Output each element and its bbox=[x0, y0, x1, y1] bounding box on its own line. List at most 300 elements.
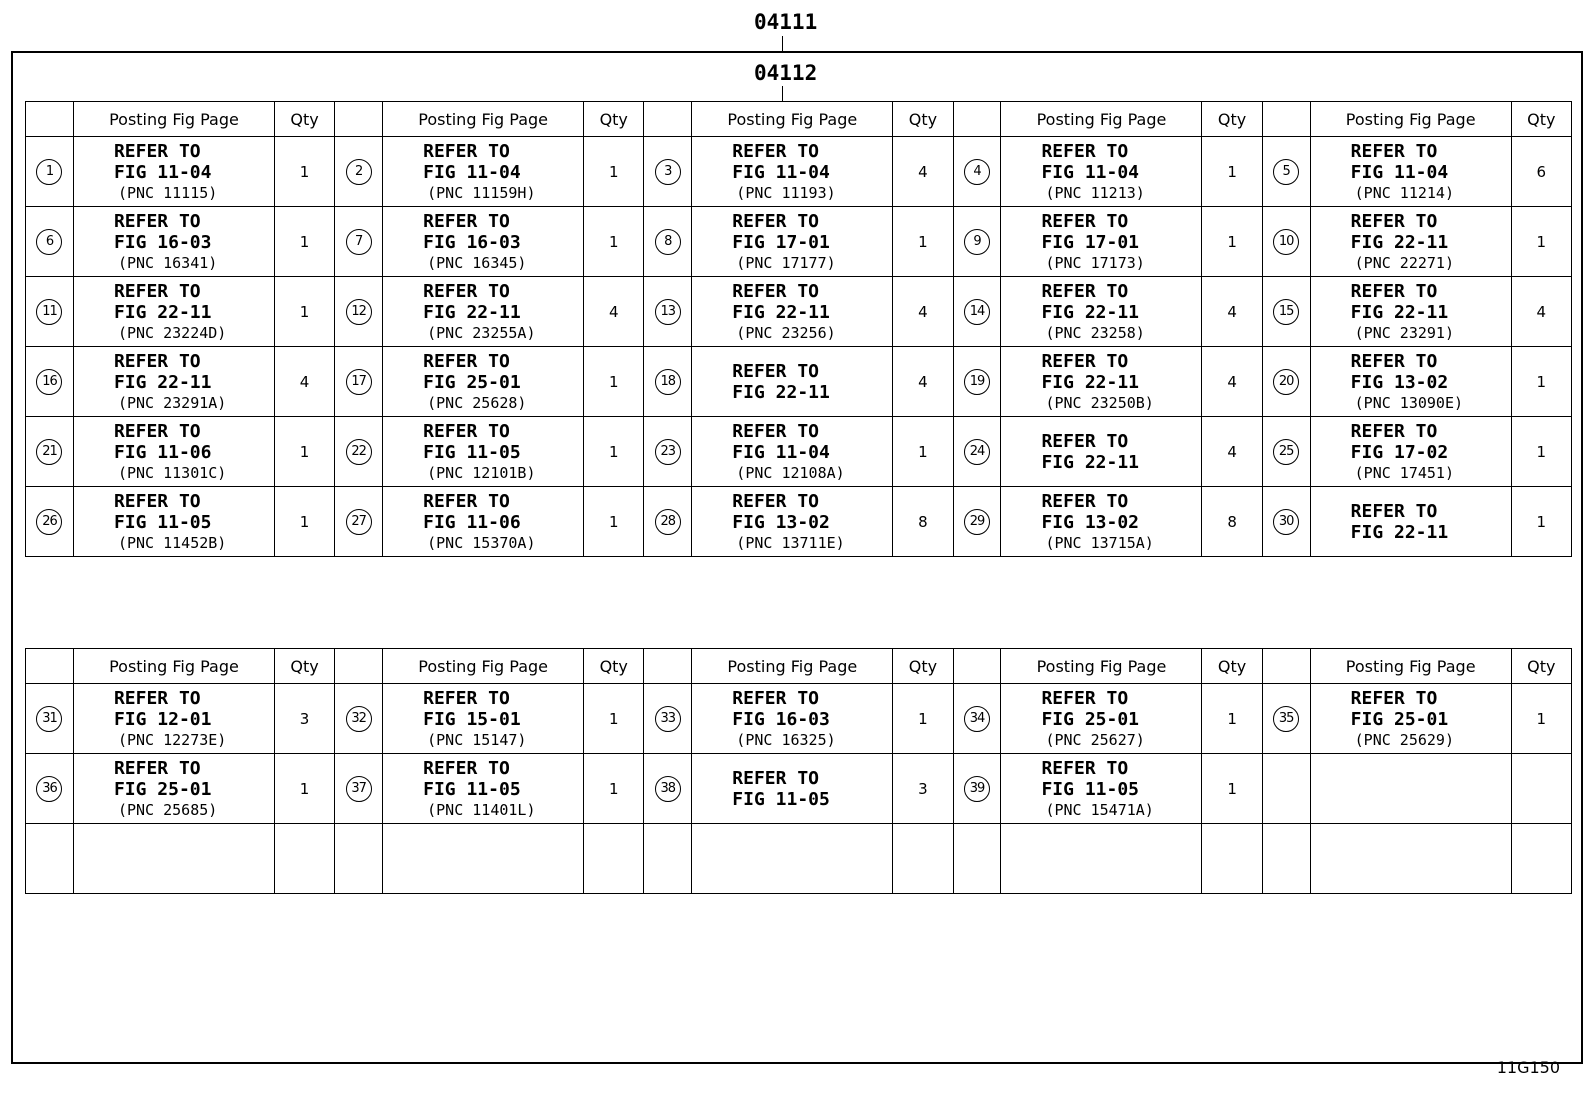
fig-reference: FIG 11-05 bbox=[423, 441, 521, 463]
fig-page-cell bbox=[692, 417, 893, 487]
table-row bbox=[26, 684, 1572, 754]
item-number-cell bbox=[644, 417, 692, 487]
item-number-badge: 28 bbox=[655, 509, 681, 535]
refer-to-label: REFER TO bbox=[1350, 687, 1438, 709]
pnc-reference: (PNC 13715A) bbox=[1045, 533, 1154, 552]
fig-page-cell bbox=[1001, 347, 1202, 417]
item-number-badge: 34 bbox=[964, 706, 990, 732]
item-number-badge: 26 bbox=[36, 509, 62, 535]
item-number-badge: 3 bbox=[655, 159, 681, 185]
refer-to-label: REFER TO bbox=[423, 140, 510, 162]
fig-page-cell bbox=[692, 684, 893, 754]
item-number-badge: 19 bbox=[964, 369, 990, 395]
refer-to-label: REFER TO bbox=[1350, 420, 1438, 442]
header-fig-page: Posting Fig Page bbox=[692, 102, 893, 137]
fig-reference: FIG 22-11 bbox=[1041, 371, 1140, 393]
pnc-reference: (PNC 12101B) bbox=[427, 463, 536, 482]
fig-page-cell bbox=[1001, 684, 1202, 754]
fig-page-cell bbox=[73, 487, 274, 557]
item-number-badge: 33 bbox=[655, 706, 681, 732]
header-number-cell bbox=[953, 102, 1001, 137]
refer-to-label: REFER TO bbox=[1041, 280, 1129, 302]
fig-page-cell bbox=[1310, 277, 1511, 347]
callout-inner: 04112 bbox=[754, 61, 818, 85]
qty-cell: 1 bbox=[274, 277, 334, 347]
fig-reference: FIG 11-04 bbox=[113, 161, 212, 183]
fig-reference: FIG 22-11 bbox=[732, 301, 830, 323]
item-number-cell bbox=[26, 487, 74, 557]
fig-page-cell bbox=[383, 684, 584, 754]
refer-to-label: REFER TO bbox=[732, 687, 819, 709]
refer-to-label: REFER TO bbox=[423, 687, 510, 709]
pnc-reference: (PNC 11193) bbox=[736, 183, 836, 202]
item-number-cell bbox=[644, 347, 692, 417]
qty-cell: 1 bbox=[584, 487, 644, 557]
item-number-badge: 37 bbox=[346, 776, 372, 802]
item-number-cell bbox=[26, 347, 74, 417]
fig-reference: FIG 22-11 bbox=[1041, 451, 1140, 473]
qty-cell: 3 bbox=[274, 684, 334, 754]
fig-reference: FIG 11-04 bbox=[1041, 161, 1140, 183]
qty-cell: 4 bbox=[893, 277, 953, 347]
pnc-reference: (PNC 11401L) bbox=[427, 800, 536, 819]
callout-outer: 04111 bbox=[754, 10, 818, 34]
pnc-reference: (PNC 22271) bbox=[1354, 253, 1454, 272]
qty-cell: 1 bbox=[274, 754, 334, 824]
fig-page-cell bbox=[692, 137, 893, 207]
refer-to-label: REFER TO bbox=[113, 140, 201, 162]
item-number-cell bbox=[953, 137, 1001, 207]
refer-to-label: REFER TO bbox=[1350, 140, 1438, 162]
refer-to-label: REFER TO bbox=[732, 767, 819, 789]
fig-page-cell bbox=[1001, 137, 1202, 207]
item-number-badge: 10 bbox=[1273, 229, 1299, 255]
fig-page-cell bbox=[1310, 684, 1511, 754]
header-qty: Qty bbox=[1202, 102, 1262, 137]
item-number-badge: 13 bbox=[655, 299, 681, 325]
item-number-badge: 23 bbox=[655, 439, 681, 465]
refer-to-label: REFER TO bbox=[423, 280, 510, 302]
pnc-reference: (PNC 11213) bbox=[1045, 183, 1145, 202]
pnc-reference: (PNC 23250B) bbox=[1045, 393, 1154, 412]
refer-to-label: REFER TO bbox=[1041, 757, 1129, 779]
fig-page-cell bbox=[73, 277, 274, 347]
item-number-cell bbox=[953, 824, 1001, 894]
qty-cell: 4 bbox=[893, 137, 953, 207]
item-number-cell bbox=[335, 684, 383, 754]
fig-reference: FIG 11-04 bbox=[423, 161, 521, 183]
header-qty: Qty bbox=[274, 649, 334, 684]
fig-page-cell bbox=[383, 347, 584, 417]
item-number-badge: 31 bbox=[36, 706, 62, 732]
callout-inner-leader bbox=[782, 86, 783, 101]
pnc-reference: (PNC 12108A) bbox=[736, 463, 845, 482]
header-number-cell bbox=[1262, 649, 1310, 684]
item-number-badge: 11 bbox=[36, 299, 62, 325]
item-number-cell bbox=[1262, 277, 1310, 347]
item-number-cell bbox=[1262, 487, 1310, 557]
pnc-reference: (PNC 11159H) bbox=[427, 183, 536, 202]
header-row bbox=[26, 649, 1572, 684]
fig-reference: FIG 17-01 bbox=[732, 231, 830, 253]
fig-reference: FIG 22-11 bbox=[423, 301, 521, 323]
fig-page-cell bbox=[1001, 487, 1202, 557]
header-fig-page: Posting Fig Page bbox=[383, 649, 584, 684]
item-number-cell bbox=[953, 487, 1001, 557]
fig-page-cell bbox=[692, 277, 893, 347]
pnc-reference: (PNC 23255A) bbox=[427, 323, 536, 342]
qty-cell: 1 bbox=[274, 137, 334, 207]
qty-cell: 4 bbox=[1202, 347, 1262, 417]
qty-cell: 1 bbox=[584, 347, 644, 417]
fig-reference: FIG 12-01 bbox=[113, 708, 212, 730]
fig-page-cell bbox=[1001, 417, 1202, 487]
qty-cell: 6 bbox=[1511, 137, 1571, 207]
refer-to-label: REFER TO bbox=[1041, 687, 1129, 709]
header-fig-page: Posting Fig Page bbox=[73, 649, 274, 684]
fig-reference: FIG 22-11 bbox=[1350, 231, 1449, 253]
item-number-cell bbox=[1262, 684, 1310, 754]
refer-to-label: REFER TO bbox=[423, 757, 510, 779]
item-number-cell bbox=[644, 277, 692, 347]
qty-cell: 1 bbox=[893, 417, 953, 487]
qty-cell: 4 bbox=[1202, 277, 1262, 347]
refer-to-label: REFER TO bbox=[423, 350, 510, 372]
fig-page-cell bbox=[383, 137, 584, 207]
item-number-badge: 7 bbox=[346, 229, 372, 255]
pnc-reference: (PNC 23291) bbox=[1354, 323, 1454, 342]
fig-reference: FIG 11-06 bbox=[113, 441, 212, 463]
fig-page-cell bbox=[383, 277, 584, 347]
qty-cell: 1 bbox=[1511, 684, 1571, 754]
qty-cell: 1 bbox=[584, 754, 644, 824]
item-number-badge: 6 bbox=[36, 229, 62, 255]
parts-table-2 bbox=[25, 648, 1572, 894]
refer-to-label: REFER TO bbox=[113, 420, 201, 442]
fig-reference: FIG 22-11 bbox=[1350, 301, 1449, 323]
qty-cell: 4 bbox=[1511, 277, 1571, 347]
fig-reference: FIG 17-02 bbox=[1350, 441, 1449, 463]
pnc-reference: (PNC 17173) bbox=[1045, 253, 1145, 272]
item-number-cell bbox=[1262, 754, 1310, 824]
item-number-badge: 2 bbox=[346, 159, 372, 185]
callout-outer-leader bbox=[782, 36, 783, 51]
item-number-badge: 38 bbox=[655, 776, 681, 802]
fig-page-cell bbox=[1310, 137, 1511, 207]
item-number-cell bbox=[1262, 824, 1310, 894]
fig-page-cell bbox=[383, 417, 584, 487]
parts-table-1 bbox=[25, 101, 1572, 557]
fig-page-cell bbox=[1001, 754, 1202, 824]
fig-page-cell bbox=[73, 754, 274, 824]
header-number-cell bbox=[644, 649, 692, 684]
fig-page-cell bbox=[692, 824, 893, 894]
fig-page-cell bbox=[73, 417, 274, 487]
qty-cell: 1 bbox=[1511, 207, 1571, 277]
pnc-reference: (PNC 25628) bbox=[427, 393, 527, 412]
item-number-cell bbox=[644, 487, 692, 557]
refer-to-label: REFER TO bbox=[1041, 350, 1129, 372]
item-number-badge: 25 bbox=[1273, 439, 1299, 465]
header-number-cell bbox=[335, 102, 383, 137]
fig-page-cell bbox=[73, 684, 274, 754]
fig-reference: FIG 11-04 bbox=[732, 161, 830, 183]
fig-page-cell bbox=[692, 207, 893, 277]
header-number-cell bbox=[335, 649, 383, 684]
fig-reference: FIG 16-03 bbox=[113, 231, 212, 253]
item-number-badge: 20 bbox=[1273, 369, 1299, 395]
refer-to-label: REFER TO bbox=[113, 490, 201, 512]
pnc-reference: (PNC 11301C) bbox=[117, 463, 227, 482]
refer-to-label: REFER TO bbox=[423, 490, 510, 512]
item-number-cell bbox=[1262, 347, 1310, 417]
item-number-cell bbox=[1262, 137, 1310, 207]
qty-cell bbox=[893, 824, 953, 894]
qty-cell bbox=[1202, 824, 1262, 894]
header-number-cell bbox=[644, 102, 692, 137]
qty-cell: 1 bbox=[584, 207, 644, 277]
fig-page-cell bbox=[1310, 417, 1511, 487]
qty-cell: 4 bbox=[584, 277, 644, 347]
header-qty: Qty bbox=[274, 102, 334, 137]
item-number-cell bbox=[644, 137, 692, 207]
fig-reference: FIG 22-11 bbox=[113, 301, 212, 323]
item-number-cell bbox=[953, 684, 1001, 754]
item-number-badge: 16 bbox=[36, 369, 62, 395]
item-number-cell bbox=[26, 137, 74, 207]
fig-page-cell bbox=[383, 754, 584, 824]
fig-reference: FIG 17-01 bbox=[1041, 231, 1140, 253]
header-fig-page: Posting Fig Page bbox=[73, 102, 274, 137]
pnc-reference: (PNC 16345) bbox=[427, 253, 527, 272]
fig-page-cell bbox=[1310, 207, 1511, 277]
header-qty: Qty bbox=[1511, 102, 1571, 137]
fig-reference: FIG 11-05 bbox=[113, 511, 212, 533]
qty-cell: 1 bbox=[1202, 684, 1262, 754]
qty-cell: 1 bbox=[584, 137, 644, 207]
fig-page-cell bbox=[73, 824, 274, 894]
header-fig-page: Posting Fig Page bbox=[692, 649, 893, 684]
refer-to-label: REFER TO bbox=[113, 757, 201, 779]
fig-page-cell bbox=[73, 207, 274, 277]
fig-reference: FIG 13-02 bbox=[1350, 371, 1449, 393]
item-number-badge: 5 bbox=[1273, 159, 1299, 185]
pnc-reference: (PNC 13711E) bbox=[736, 533, 845, 552]
qty-cell bbox=[1511, 754, 1571, 824]
fig-reference: FIG 22-11 bbox=[1041, 301, 1140, 323]
header-qty: Qty bbox=[893, 649, 953, 684]
refer-to-label: REFER TO bbox=[113, 280, 201, 302]
fig-reference: FIG 11-05 bbox=[423, 778, 521, 800]
refer-to-label: REFER TO bbox=[1350, 500, 1438, 522]
item-number-badge: 4 bbox=[964, 159, 990, 185]
pnc-reference: (PNC 25627) bbox=[1045, 730, 1145, 749]
header-qty: Qty bbox=[584, 649, 644, 684]
item-number-badge: 24 bbox=[964, 439, 990, 465]
refer-to-label: REFER TO bbox=[732, 210, 819, 232]
item-number-badge: 35 bbox=[1273, 706, 1299, 732]
pnc-reference: (PNC 23256) bbox=[736, 323, 836, 342]
header-fig-page: Posting Fig Page bbox=[1001, 649, 1202, 684]
fig-reference: FIG 22-11 bbox=[113, 371, 212, 393]
qty-cell bbox=[274, 824, 334, 894]
item-number-cell bbox=[335, 277, 383, 347]
header-fig-page: Posting Fig Page bbox=[1310, 649, 1511, 684]
item-number-cell bbox=[26, 754, 74, 824]
qty-cell: 8 bbox=[893, 487, 953, 557]
fig-page-cell bbox=[1310, 824, 1511, 894]
refer-to-label: REFER TO bbox=[1041, 210, 1129, 232]
header-number-cell bbox=[953, 649, 1001, 684]
fig-page-cell bbox=[73, 347, 274, 417]
qty-cell: 1 bbox=[584, 417, 644, 487]
header-fig-page: Posting Fig Page bbox=[1310, 102, 1511, 137]
item-number-cell bbox=[644, 684, 692, 754]
refer-to-label: REFER TO bbox=[113, 210, 201, 232]
item-number-cell bbox=[335, 207, 383, 277]
item-number-cell bbox=[644, 824, 692, 894]
fig-page-cell bbox=[383, 487, 584, 557]
fig-reference: FIG 11-06 bbox=[423, 511, 521, 533]
qty-cell: 1 bbox=[584, 684, 644, 754]
qty-cell: 1 bbox=[893, 207, 953, 277]
qty-cell: 1 bbox=[1511, 487, 1571, 557]
item-number-badge: 15 bbox=[1273, 299, 1299, 325]
item-number-cell bbox=[26, 824, 74, 894]
item-number-cell bbox=[26, 684, 74, 754]
pnc-reference: (PNC 13090E) bbox=[1354, 393, 1464, 412]
item-number-cell bbox=[953, 347, 1001, 417]
table-row bbox=[26, 417, 1572, 487]
header-fig-page: Posting Fig Page bbox=[1001, 102, 1202, 137]
figure-code: 11G150 bbox=[1496, 1058, 1560, 1077]
fig-page-cell bbox=[383, 824, 584, 894]
fig-page-cell bbox=[1310, 487, 1511, 557]
item-number-cell bbox=[953, 207, 1001, 277]
item-number-cell bbox=[26, 277, 74, 347]
qty-cell: 1 bbox=[1511, 347, 1571, 417]
pnc-reference: (PNC 23224D) bbox=[117, 323, 227, 342]
table-row bbox=[26, 487, 1572, 557]
fig-reference: FIG 15-01 bbox=[423, 708, 521, 730]
item-number-cell bbox=[335, 824, 383, 894]
fig-page-cell bbox=[692, 487, 893, 557]
item-number-cell bbox=[335, 417, 383, 487]
refer-to-label: REFER TO bbox=[732, 360, 819, 382]
fig-reference: FIG 16-03 bbox=[732, 708, 830, 730]
table-row bbox=[26, 277, 1572, 347]
refer-to-label: REFER TO bbox=[1350, 350, 1438, 372]
fig-page-cell bbox=[692, 754, 893, 824]
qty-cell: 1 bbox=[1511, 417, 1571, 487]
item-number-badge: 21 bbox=[36, 439, 62, 465]
item-number-cell bbox=[1262, 207, 1310, 277]
item-number-badge: 17 bbox=[346, 369, 372, 395]
refer-to-label: REFER TO bbox=[113, 350, 201, 372]
header-number-cell bbox=[26, 649, 74, 684]
pnc-reference: (PNC 11214) bbox=[1354, 183, 1454, 202]
item-number-badge: 30 bbox=[1273, 509, 1299, 535]
pnc-reference: (PNC 15471A) bbox=[1045, 800, 1154, 819]
item-number-badge: 29 bbox=[964, 509, 990, 535]
item-number-cell bbox=[644, 754, 692, 824]
qty-cell bbox=[584, 824, 644, 894]
pnc-reference: (PNC 17177) bbox=[736, 253, 836, 272]
item-number-badge: 12 bbox=[346, 299, 372, 325]
pnc-reference: (PNC 16341) bbox=[117, 253, 218, 272]
refer-to-label: REFER TO bbox=[732, 420, 819, 442]
header-qty: Qty bbox=[1511, 649, 1571, 684]
table-row bbox=[26, 347, 1572, 417]
item-number-badge: 32 bbox=[346, 706, 372, 732]
header-qty: Qty bbox=[1202, 649, 1262, 684]
qty-cell: 1 bbox=[274, 417, 334, 487]
item-number-badge: 36 bbox=[36, 776, 62, 802]
fig-reference: FIG 16-03 bbox=[423, 231, 521, 253]
item-number-badge: 14 bbox=[964, 299, 990, 325]
qty-cell: 1 bbox=[1202, 207, 1262, 277]
fig-page-cell bbox=[1001, 824, 1202, 894]
refer-to-label: REFER TO bbox=[423, 420, 510, 442]
table-row bbox=[26, 824, 1572, 894]
table-row bbox=[26, 207, 1572, 277]
item-number-cell bbox=[953, 277, 1001, 347]
item-number-cell bbox=[335, 487, 383, 557]
pnc-reference: (PNC 15147) bbox=[427, 730, 527, 749]
item-number-cell bbox=[1262, 417, 1310, 487]
fig-reference: FIG 11-04 bbox=[732, 441, 830, 463]
pnc-reference: (PNC 25685) bbox=[117, 800, 218, 819]
qty-cell: 8 bbox=[1202, 487, 1262, 557]
refer-to-label: REFER TO bbox=[732, 280, 819, 302]
fig-page-cell bbox=[1310, 754, 1511, 824]
qty-cell bbox=[1511, 824, 1571, 894]
qty-cell: 3 bbox=[893, 754, 953, 824]
refer-to-label: REFER TO bbox=[732, 490, 819, 512]
refer-to-label: REFER TO bbox=[1041, 140, 1129, 162]
item-number-badge: 1 bbox=[36, 159, 62, 185]
item-number-cell bbox=[335, 137, 383, 207]
qty-cell: 4 bbox=[1202, 417, 1262, 487]
refer-to-label: REFER TO bbox=[113, 687, 201, 709]
fig-reference: FIG 13-02 bbox=[732, 511, 830, 533]
qty-cell: 4 bbox=[893, 347, 953, 417]
pnc-reference: (PNC 11452B) bbox=[117, 533, 227, 552]
item-number-cell bbox=[26, 417, 74, 487]
fig-reference: FIG 22-11 bbox=[1350, 521, 1449, 543]
qty-cell: 1 bbox=[274, 487, 334, 557]
header-row bbox=[26, 102, 1572, 137]
header-number-cell bbox=[1262, 102, 1310, 137]
pnc-reference: (PNC 17451) bbox=[1354, 463, 1454, 482]
item-number-badge: 18 bbox=[655, 369, 681, 395]
item-number-cell bbox=[335, 347, 383, 417]
pnc-reference: (PNC 25629) bbox=[1354, 730, 1454, 749]
table-row bbox=[26, 137, 1572, 207]
qty-cell: 1 bbox=[893, 684, 953, 754]
table-row bbox=[26, 754, 1572, 824]
item-number-badge: 39 bbox=[964, 776, 990, 802]
pnc-reference: (PNC 23291A) bbox=[117, 393, 227, 412]
fig-reference: FIG 25-01 bbox=[423, 371, 521, 393]
qty-cell: 4 bbox=[274, 347, 334, 417]
item-number-cell bbox=[644, 207, 692, 277]
item-number-badge: 27 bbox=[346, 509, 372, 535]
refer-to-label: REFER TO bbox=[423, 210, 510, 232]
fig-reference: FIG 25-01 bbox=[1041, 708, 1140, 730]
qty-cell: 1 bbox=[1202, 137, 1262, 207]
refer-to-label: REFER TO bbox=[1350, 210, 1438, 232]
